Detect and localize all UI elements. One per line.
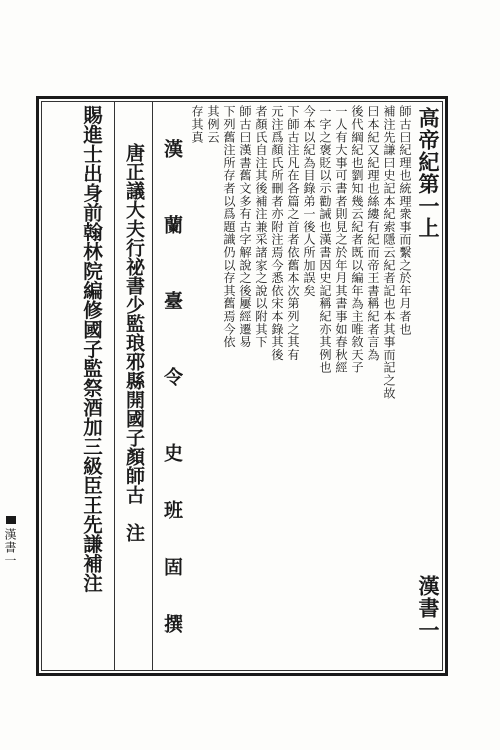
book-title: 高帝紀第一上 — [416, 107, 441, 239]
commentary-column-6: 一字之褒貶以示勸誡也漢書因史記稱紀亦其例也 — [318, 105, 332, 374]
commentary-column-12: 下列舊注所存者以爲題識仍以存其舊焉今依 — [222, 105, 236, 349]
commentary-column-13: 其例云 — [206, 105, 220, 144]
annotator-line: 唐正議大夫行祕書少監琅邪縣開國子顏師古 注 — [123, 143, 145, 542]
commentary-column-3: 曰本紀又紀理也絲縷有紀而帝王書稱紀者言為 — [366, 105, 380, 361]
commentary-column-4: 後代綱紀也劉知幾云紀者既以編年為主唯敘天子 — [350, 105, 364, 374]
column-rule-2 — [114, 102, 115, 670]
commentary-column-9: 元注爲顏氏所刪者亦附注焉今悉依宋本錄其後 — [270, 105, 284, 361]
commentary-column-14: 存其真 — [190, 105, 204, 144]
author-line: 漢 蘭 臺 令 史 班 固 撰 — [161, 139, 183, 633]
supplementary-annotator-line: 賜進士出身前翰林院編修國子監祭酒加三級臣王先謙補注 — [80, 105, 103, 593]
commentary-column-2: 補注先謙曰史記本紀索隱云紀者記也本其事而記之故 — [382, 105, 396, 400]
margin-label: 漢書一 — [3, 528, 17, 567]
commentary-column-10: 者顏氏自注其後補注兼采諸家之說以附其下 — [254, 105, 268, 349]
column-rule-1 — [152, 102, 153, 670]
commentary-column-8: 下師古注凡在各篇之首者依舊本次第列之其有 — [286, 105, 300, 361]
margin-mark — [6, 516, 16, 524]
commentary-column-11: 師古曰漢書舊文多有古字解說之後屢經遷易 — [238, 105, 252, 349]
commentary-column-7: 今本以紀為目錄弟一後人所加誤矣 — [302, 105, 316, 297]
commentary-column-5: 一人有大事可書者則見之於年月其書事如春秋經 — [334, 105, 348, 374]
page-frame — [36, 96, 448, 676]
volume-label: 漢書一 — [416, 575, 441, 641]
commentary-column-1: 師古曰紀理也統理衆事而繫之於年月者也 — [398, 105, 412, 336]
